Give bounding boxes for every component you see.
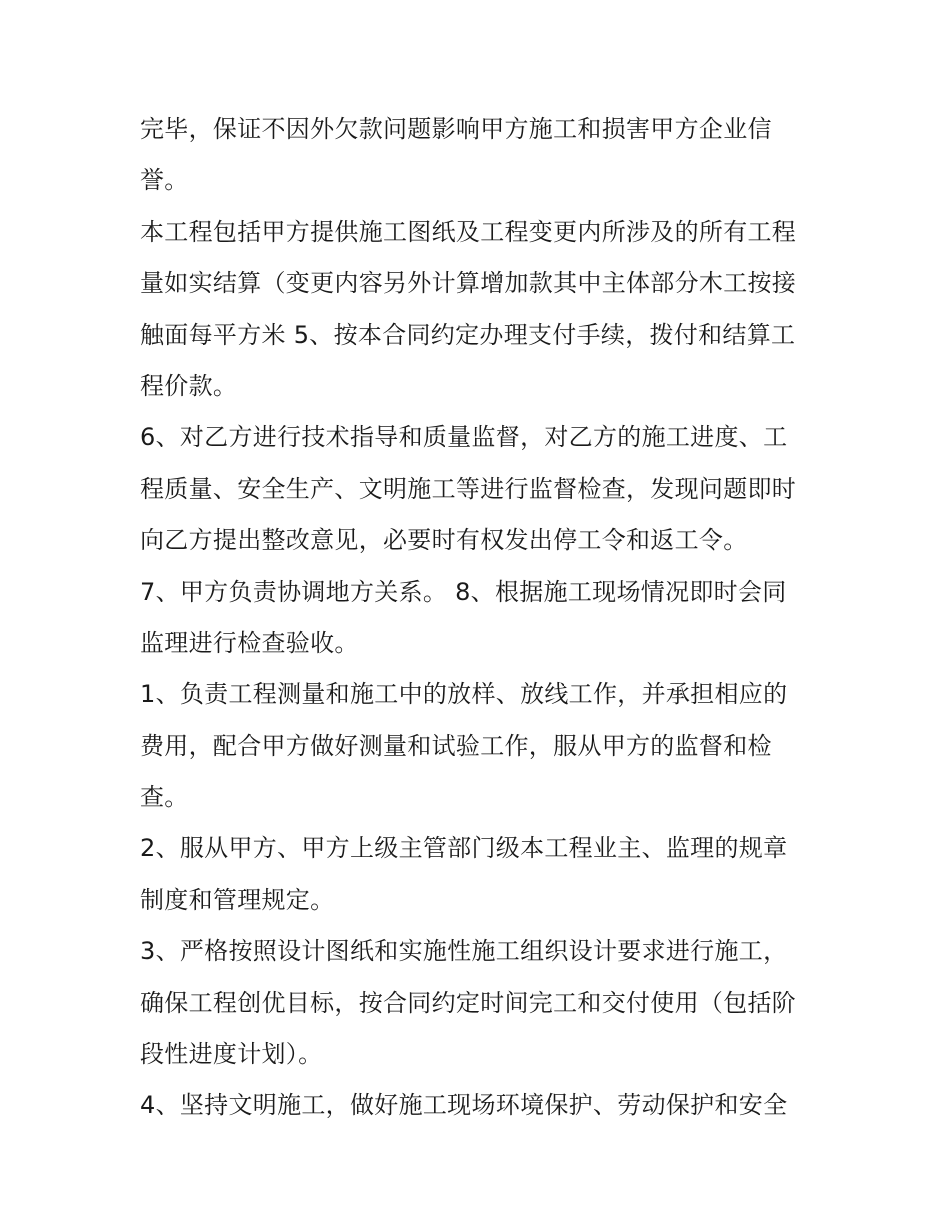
text-line: 1、负责工程测量和施工中的放样、放线工作，并承担相应的 [140, 680, 788, 709]
text-line: 誉。 [140, 166, 189, 195]
paragraph-payment-completion [140, 104, 820, 207]
paragraph-item-6 [140, 412, 820, 566]
text-line: 完毕，保证不因外欠款问题影响甲方施工和损害甲方企业信 [140, 115, 772, 143]
text-line: 4、坚持文明施工，做好施工现场环境保护、劳动保护和安全 [140, 1091, 788, 1120]
text-line: 向乙方提出整改意见，必要时有权发出停工令和返工令。 [140, 526, 748, 555]
text-line: 本工程包括甲方提供施工图纸及工程变更内所涉及的所有工程 [140, 217, 797, 246]
document-body [140, 104, 820, 1132]
paragraph-item-2 [140, 823, 820, 926]
text-line: 程质量、安全生产、文明施工等进行监督检查，发现问题即时 [140, 474, 797, 503]
text-line: 确保工程创优目标，按合同约定时间完工和交付使用（包括阶 [140, 988, 797, 1017]
text-line: 7、甲方负责协调地方关系。 8、根据施工现场情况即时会同 [140, 577, 787, 606]
paragraph-item-4 [140, 1080, 820, 1131]
text-line: 3、严格按照设计图纸和实施性施工组织设计要求进行施工， [140, 937, 788, 966]
paragraph-item-3 [140, 926, 820, 1080]
text-line: 2、服从甲方、甲方上级主管部门级本工程业主、监理的规章 [140, 834, 788, 863]
text-line: 触面每平方米 5、按本合同约定办理支付手续，拨付和结算工 [140, 320, 796, 349]
text-line: 监理进行检查验收。 [140, 628, 359, 657]
text-line: 查。 [140, 783, 189, 812]
text-line: 量如实结算（变更内容另外计算增加款其中主体部分木工按接 [140, 269, 797, 298]
paragraph-item-7-8 [140, 567, 820, 670]
text-line: 费用，配合甲方做好测量和试验工作，服从甲方的监督和检 [140, 731, 772, 760]
text-line: 程价款。 [140, 371, 238, 400]
text-line: 制度和管理规定。 [140, 885, 335, 914]
paragraph-settlement [140, 207, 820, 413]
paragraph-item-1 [140, 669, 820, 823]
text-line: 段性进度计划）。 [140, 1040, 323, 1069]
text-line: 6、对乙方进行技术指导和质量监督，对乙方的施工进度、工 [140, 423, 788, 452]
